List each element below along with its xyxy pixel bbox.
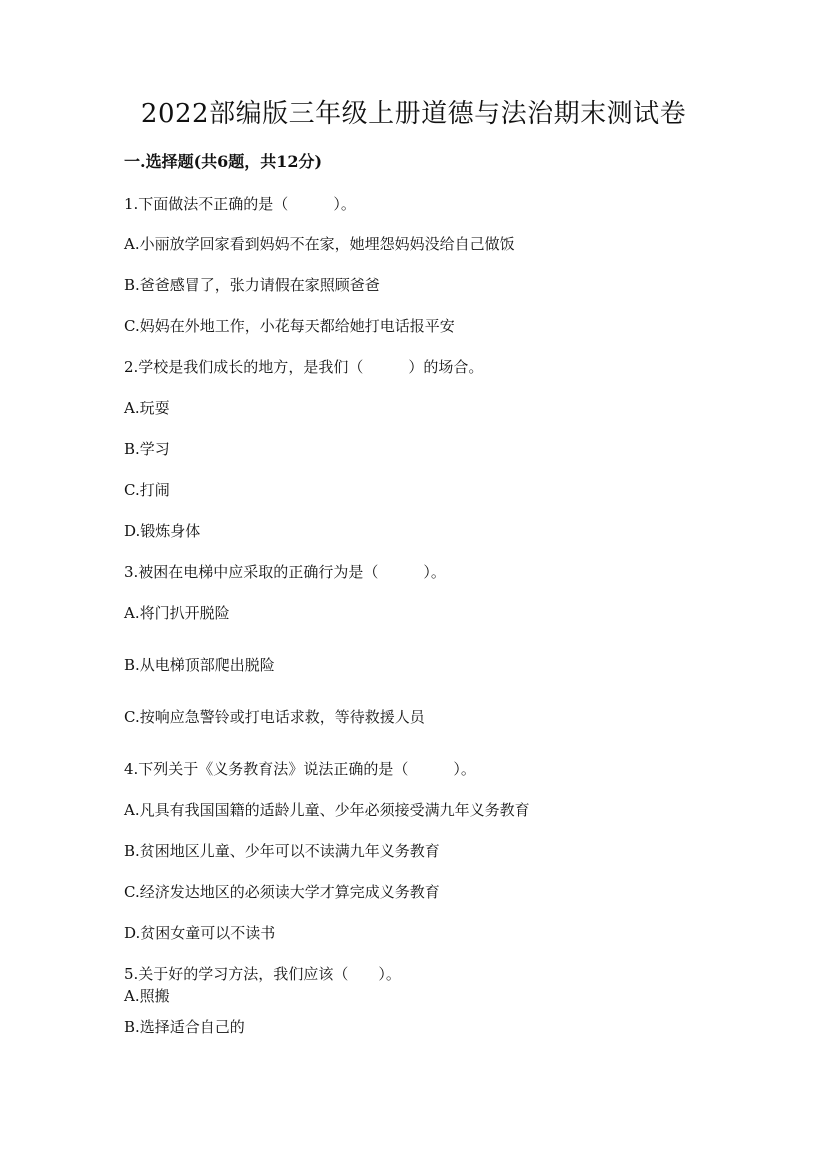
question-3-option-b: B.从电梯顶部爬出脱险	[124, 656, 275, 674]
question-3-option-c: C.按响应急警铃或打电话求救，等待救援人员	[124, 708, 425, 726]
question-4-option-b: B.贫困地区儿童、少年可以不读满九年义务教育	[124, 842, 440, 860]
question-4-option-c: C.经济发达地区的必须读大学才算完成义务教育	[124, 883, 440, 901]
document-title: 2022部编版三年级上册道德与法治期末测试卷	[140, 99, 687, 129]
question-4: 4.下列关于《义务教育法》说法正确的是（ ）。	[124, 760, 476, 778]
question-1-option-c: C.妈妈在外地工作，小花每天都给她打电话报平安	[124, 317, 455, 335]
question-2-option-a: A.玩耍	[124, 399, 170, 417]
question-1: 1.下面做法不正确的是（ ）。	[124, 195, 356, 213]
question-4-option-d: D.贫困女童可以不读书	[124, 924, 276, 942]
question-3: 3.被困在电梯中应采取的正确行为是（ ）。	[124, 563, 446, 581]
question-5: 5.关于好的学习方法，我们应该（ ）。	[124, 965, 401, 983]
question-4-option-a: A.凡具有我国国籍的适龄儿童、少年必须接受满九年义务教育	[124, 801, 530, 819]
question-5-option-b: B.选择适合自己的	[124, 1018, 245, 1036]
section-heading: 一.选择题(共6题，共12分)	[124, 152, 323, 171]
question-1-option-a: A.小丽放学回家看到妈妈不在家，她埋怨妈妈没给自己做饭	[124, 235, 515, 253]
question-2-option-b: B.学习	[124, 440, 170, 458]
question-5-option-a: A.照搬	[124, 987, 170, 1005]
question-3-option-a: A.将门扒开脱险	[124, 604, 230, 622]
question-2: 2.学校是我们成长的地方，是我们（ ）的场合。	[124, 358, 484, 376]
question-2-option-c: C.打闹	[124, 481, 170, 499]
question-1-option-b: B.爸爸感冒了，张力请假在家照顾爸爸	[124, 276, 380, 294]
question-2-option-d: D.锻炼身体	[124, 522, 201, 540]
